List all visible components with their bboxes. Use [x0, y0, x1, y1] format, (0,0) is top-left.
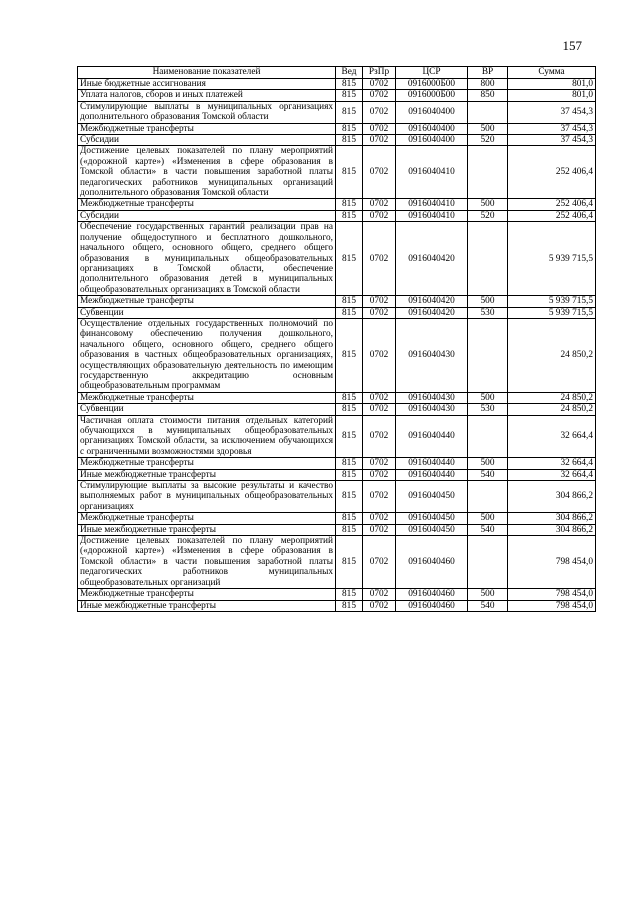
cell-rzpr: 0702	[363, 481, 396, 513]
cell-ved: 815	[336, 135, 363, 146]
cell-csr: 0916040460	[396, 600, 468, 611]
cell-name: Иные межбюджетные трансферты	[78, 524, 336, 535]
cell-ved: 815	[336, 296, 363, 307]
table-row	[78, 481, 596, 513]
cell-rzpr: 0702	[363, 296, 396, 307]
cell-sum: 304 866,2	[508, 513, 596, 524]
table-header-row	[78, 67, 596, 79]
cell-csr: 0916040400	[396, 135, 468, 146]
cell-csr: 0916040400	[396, 123, 468, 134]
cell-vr: 540	[468, 600, 508, 611]
cell-name: Уплата налогов, сборов и иных платежей	[78, 90, 336, 101]
table-row	[78, 600, 596, 611]
table-row	[78, 415, 596, 458]
cell-rzpr: 0702	[363, 146, 396, 199]
cell-ved: 815	[336, 222, 363, 296]
cell-csr: 0916040410	[396, 210, 468, 221]
cell-ved: 815	[336, 469, 363, 480]
cell-vr: 500	[468, 296, 508, 307]
cell-sum: 5 939 715,5	[508, 307, 596, 318]
cell-csr: 0916040450	[396, 481, 468, 513]
cell-csr: 0916040450	[396, 524, 468, 535]
cell-ved: 815	[336, 415, 363, 458]
cell-ved: 815	[336, 146, 363, 199]
cell-name: Субвенции	[78, 404, 336, 415]
cell-sum: 5 939 715,5	[508, 222, 596, 296]
cell-name: Межбюджетные трансферты	[78, 199, 336, 210]
header-csr: ЦСР	[396, 67, 468, 79]
cell-sum: 801,0	[508, 90, 596, 101]
cell-ved: 815	[336, 199, 363, 210]
cell-vr: 500	[468, 392, 508, 403]
cell-sum: 32 664,4	[508, 458, 596, 469]
cell-sum: 798 454,0	[508, 600, 596, 611]
cell-name: Субвенции	[78, 307, 336, 318]
cell-name: Иные бюджетные ассигнования	[78, 79, 336, 90]
cell-ved: 815	[336, 589, 363, 600]
cell-rzpr: 0702	[363, 101, 396, 123]
cell-ved: 815	[336, 392, 363, 403]
cell-rzpr: 0702	[363, 318, 396, 392]
cell-ved: 815	[336, 90, 363, 101]
table-row	[78, 222, 596, 296]
cell-vr: 540	[468, 524, 508, 535]
cell-name: Стимулирующие выплаты в муниципальных организациях дополнительного образования Томской области	[78, 101, 336, 123]
cell-vr	[468, 222, 508, 296]
cell-vr: 530	[468, 307, 508, 318]
cell-ved: 815	[336, 404, 363, 415]
cell-vr: 540	[468, 469, 508, 480]
cell-name: Межбюджетные трансферты	[78, 458, 336, 469]
cell-rzpr: 0702	[363, 536, 396, 589]
table-body	[78, 79, 596, 612]
cell-vr	[468, 481, 508, 513]
cell-csr: 0916040420	[396, 307, 468, 318]
cell-name: Обеспечение государственных гарантий реализации прав на получение общедоступного и бесплатного дошкольного, начального общего, основного общего, среднего общего образования в муниципальных общеобразовательных организациях в Томской области, обеспечение дополнительного образования детей в муниципальных общеобразовательных организациях в Томской области	[78, 222, 336, 296]
cell-rzpr: 0702	[363, 524, 396, 535]
cell-name: Иные межбюджетные трансферты	[78, 469, 336, 480]
cell-sum: 5 939 715,5	[508, 296, 596, 307]
cell-csr: 0916040400	[396, 101, 468, 123]
cell-csr: 0916040450	[396, 513, 468, 524]
table-row	[78, 524, 596, 535]
table-row	[78, 146, 596, 199]
cell-ved: 815	[336, 101, 363, 123]
table-row	[78, 296, 596, 307]
table-row	[78, 210, 596, 221]
cell-vr: 520	[468, 210, 508, 221]
cell-rzpr: 0702	[363, 210, 396, 221]
cell-rzpr: 0702	[363, 404, 396, 415]
cell-vr: 520	[468, 135, 508, 146]
cell-vr	[468, 101, 508, 123]
table-row	[78, 513, 596, 524]
table-row	[78, 589, 596, 600]
cell-vr	[468, 318, 508, 392]
cell-name: Межбюджетные трансферты	[78, 589, 336, 600]
table-row	[78, 536, 596, 589]
cell-csr: 0916040460	[396, 589, 468, 600]
cell-sum: 37 454,3	[508, 135, 596, 146]
table-row	[78, 392, 596, 403]
cell-sum: 24 850,2	[508, 392, 596, 403]
cell-vr: 800	[468, 79, 508, 90]
cell-ved: 815	[336, 307, 363, 318]
cell-sum: 252 406,4	[508, 210, 596, 221]
cell-ved: 815	[336, 210, 363, 221]
cell-sum: 304 866,2	[508, 524, 596, 535]
cell-rzpr: 0702	[363, 469, 396, 480]
cell-rzpr: 0702	[363, 79, 396, 90]
page-number: 157	[562, 38, 582, 53]
cell-sum: 24 850,2	[508, 404, 596, 415]
cell-sum: 37 454,3	[508, 101, 596, 123]
cell-csr: 0916040420	[396, 222, 468, 296]
cell-ved: 815	[336, 123, 363, 134]
table-row	[78, 90, 596, 101]
cell-rzpr: 0702	[363, 135, 396, 146]
cell-rzpr: 0702	[363, 392, 396, 403]
cell-name: Частичная оплата стоимости питания отдельных категорий обучающихся в муниципальных общеобразовательных организациях Томской области, за исключением обучающихся с ограниченными возможностями здоровья	[78, 415, 336, 458]
table-row	[78, 79, 596, 90]
cell-name: Межбюджетные трансферты	[78, 296, 336, 307]
cell-vr	[468, 415, 508, 458]
header-ved: Вед	[336, 67, 363, 79]
cell-ved: 815	[336, 79, 363, 90]
cell-vr: 500	[468, 458, 508, 469]
cell-sum: 32 664,4	[508, 469, 596, 480]
cell-name: Межбюджетные трансферты	[78, 123, 336, 134]
table-row	[78, 469, 596, 480]
cell-csr: 0916040440	[396, 415, 468, 458]
cell-rzpr: 0702	[363, 513, 396, 524]
cell-csr: 0916040430	[396, 392, 468, 403]
cell-sum: 37 454,3	[508, 123, 596, 134]
cell-name: Субсидии	[78, 210, 336, 221]
cell-vr: 530	[468, 404, 508, 415]
cell-rzpr: 0702	[363, 199, 396, 210]
cell-rzpr: 0702	[363, 600, 396, 611]
cell-sum: 801,0	[508, 79, 596, 90]
cell-name: Достижение целевых показателей по плану мероприятий («дорожной карте») «Изменения в сфере образования в Томской области» в части повышения заработной платы педагогических работников муниципальных организаций дополнительного образования Томской области	[78, 146, 336, 199]
cell-ved: 815	[336, 513, 363, 524]
cell-ved: 815	[336, 458, 363, 469]
table-row	[78, 199, 596, 210]
cell-ved: 815	[336, 524, 363, 535]
cell-vr: 500	[468, 589, 508, 600]
table-row	[78, 101, 596, 123]
cell-ved: 815	[336, 318, 363, 392]
cell-vr	[468, 146, 508, 199]
cell-csr: 0916040420	[396, 296, 468, 307]
header-sum: Сумма	[508, 67, 596, 79]
cell-name: Межбюджетные трансферты	[78, 392, 336, 403]
table-row	[78, 404, 596, 415]
cell-sum: 24 850,2	[508, 318, 596, 392]
cell-vr: 500	[468, 123, 508, 134]
table-row	[78, 135, 596, 146]
cell-csr: 0916000Б00	[396, 90, 468, 101]
header-vr: ВР	[468, 67, 508, 79]
table-row	[78, 318, 596, 392]
header-name: Наименование показателей	[78, 67, 336, 79]
budget-table	[77, 66, 596, 612]
cell-csr: 0916040440	[396, 469, 468, 480]
cell-rzpr: 0702	[363, 123, 396, 134]
cell-ved: 815	[336, 600, 363, 611]
cell-csr: 0916040430	[396, 404, 468, 415]
cell-vr	[468, 536, 508, 589]
cell-sum: 252 406,4	[508, 199, 596, 210]
table-row	[78, 458, 596, 469]
cell-ved: 815	[336, 536, 363, 589]
cell-name: Осуществление отдельных государственных полномочий по финансовому обеспечению получения дошкольного, начального общего, основного общего, среднего общего образования в частных общеобразовательных организациях, осуществляющих образовательную деятельность по имеющим государственную аккредитацию основным общеобразовательным программам	[78, 318, 336, 392]
cell-sum: 32 664,4	[508, 415, 596, 458]
cell-vr: 850	[468, 90, 508, 101]
cell-csr: 0916040410	[396, 199, 468, 210]
cell-name: Субсидии	[78, 135, 336, 146]
cell-name: Достижение целевых показателей по плану мероприятий («дорожной карте») «Изменения в сфере образования в Томской области» в части повышения заработной платы педагогических работников муниципальных общеобразовательных организаций	[78, 536, 336, 589]
table-row	[78, 307, 596, 318]
cell-vr: 500	[468, 513, 508, 524]
cell-sum: 798 454,0	[508, 589, 596, 600]
cell-name: Межбюджетные трансферты	[78, 513, 336, 524]
cell-rzpr: 0702	[363, 307, 396, 318]
cell-ved: 815	[336, 481, 363, 513]
cell-rzpr: 0702	[363, 458, 396, 469]
table-row	[78, 123, 596, 134]
cell-csr: 0916040440	[396, 458, 468, 469]
cell-rzpr: 0702	[363, 589, 396, 600]
cell-sum: 304 866,2	[508, 481, 596, 513]
cell-name: Стимулирующие выплаты за высокие результаты и качество выполняемых работ в муниципальных общеобразовательных организациях	[78, 481, 336, 513]
cell-rzpr: 0702	[363, 222, 396, 296]
cell-rzpr: 0702	[363, 415, 396, 458]
cell-name: Иные межбюджетные трансферты	[78, 600, 336, 611]
cell-vr: 500	[468, 199, 508, 210]
cell-rzpr: 0702	[363, 90, 396, 101]
cell-csr: 0916040410	[396, 146, 468, 199]
cell-sum: 798 454,0	[508, 536, 596, 589]
cell-csr: 0916000Б00	[396, 79, 468, 90]
cell-csr: 0916040430	[396, 318, 468, 392]
cell-csr: 0916040460	[396, 536, 468, 589]
cell-sum: 252 406,4	[508, 146, 596, 199]
header-rzpr: РзПр	[363, 67, 396, 79]
